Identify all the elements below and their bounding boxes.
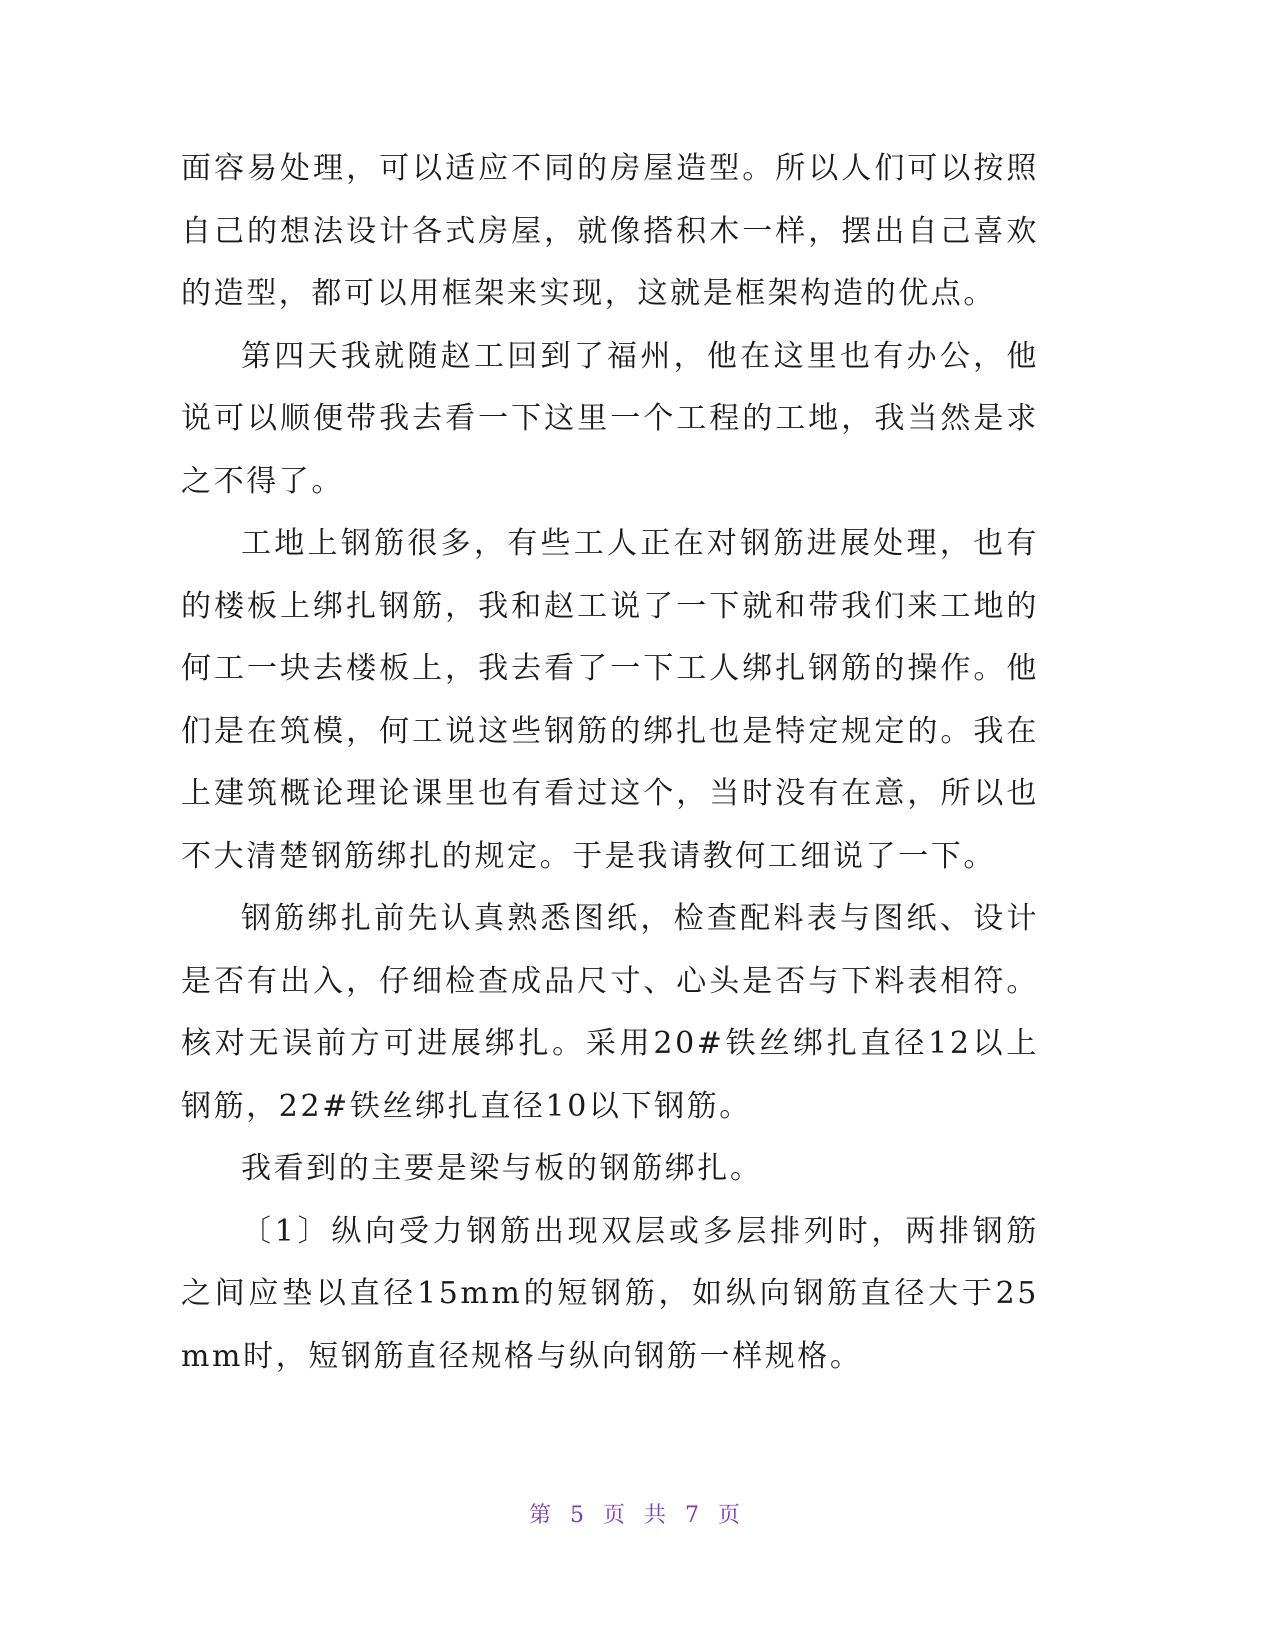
paragraph-5: 我看到的主要是梁与板的钢筋绑扎。 [241, 1151, 763, 1186]
paragraph-1: 面容易处理，可以适应不同的房屋造型。所以人们可以按照自己的想法设计各式房屋，就像搭积木一样，摆出自己喜欢的造型，都可以用框架来实现，这就是框架构造的优点。 [181, 151, 1039, 311]
document-body [181, 138, 1039, 1388]
paragraph-3: 工地上钢筋很多，有些工人正在对钢筋进展处理，也有的楼板上绑扎钢筋，我和赵工说了一下就和带我们来工地的何工一块去楼板上，我去看了一下工人绑扎钢筋的操作。他们是在筑模，何工说这些钢筋的绑扎也是特定规定的。我在上建筑概论理论课里也有看过这个，当时没有在意，所以也不大清楚钢筋绑扎的规定。于是我请教何工细说了一下。 [181, 526, 1039, 874]
paragraph-2: 第四天我就随赵工回到了福州，他在这里也有办公，他说可以顺便带我去看一下这里一个工程的工地，我当然是求之不得了。 [181, 338, 1039, 499]
paragraph-4: 钢筋绑扎前先认真熟悉图纸，检查配料表与图纸、设计是否有出入，仔细检查成品尺寸、心头是否与下料表相符。核对无误前方可进展绑扎。采用20#铁丝绑扎直径12以上钢筋，22#铁丝绑扎直径10以下钢筋。 [181, 901, 1039, 1124]
page-number-footer: 第 5 页 共 7 页 [529, 1503, 746, 1528]
paragraph-6: 〔1〕纵向受力钢筋出现双层或多层排列时，两排钢筋之间应垫以直径15mm的短钢筋，如纵向钢筋直径大于25mm时，短钢筋直径规格与纵向钢筋一样规格。 [181, 1213, 1039, 1374]
